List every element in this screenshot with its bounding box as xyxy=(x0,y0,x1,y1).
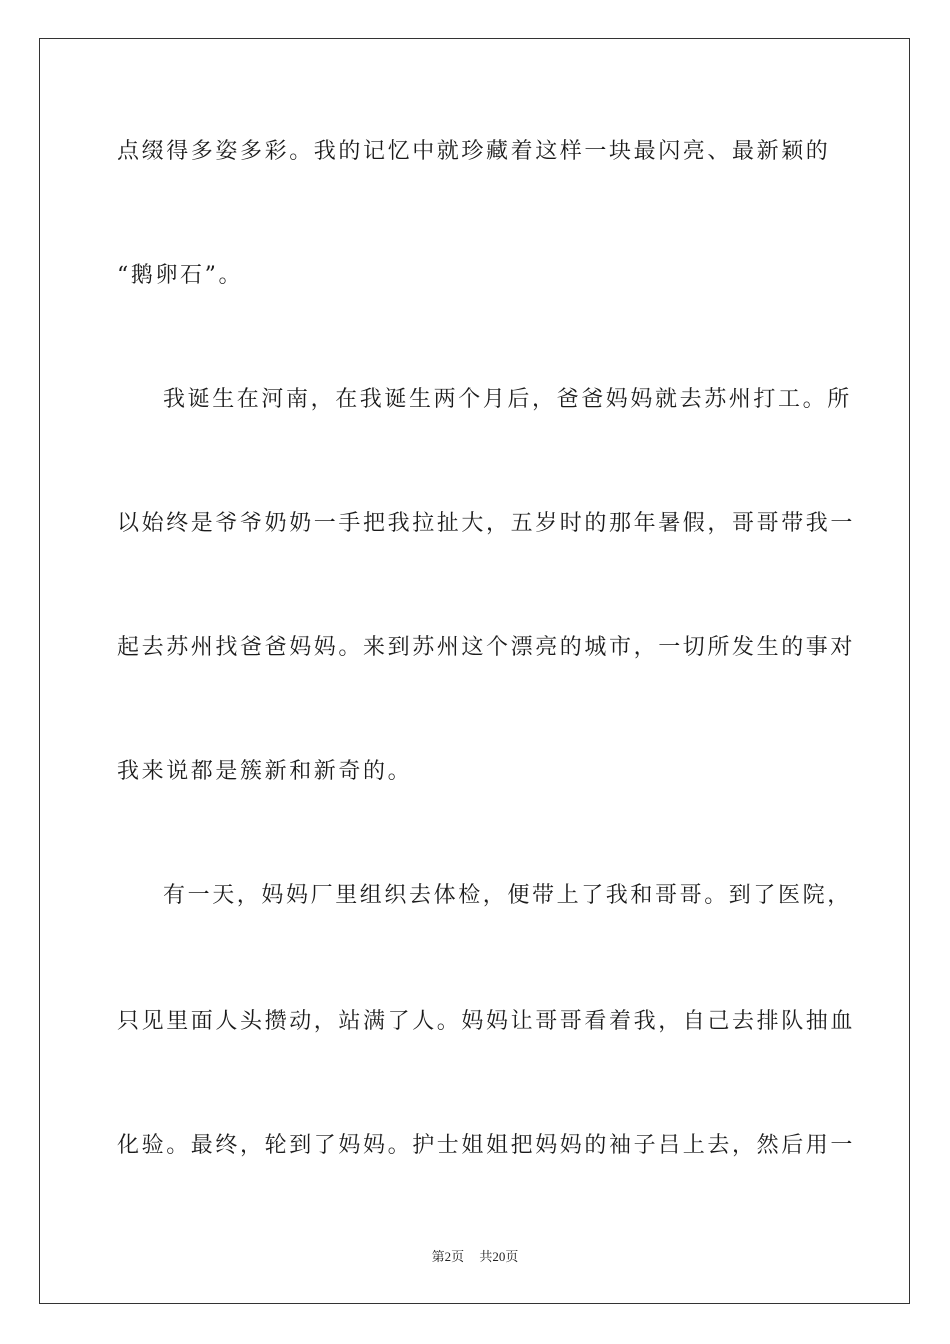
page-border xyxy=(39,38,910,1304)
text-line-9: 化验。最终，轮到了妈妈。护士姐姐把妈妈的袖子吕上去，然后用一 xyxy=(117,1133,856,1158)
total-pages-label: 共20页 xyxy=(479,1249,519,1264)
text-line-7: 有一天，妈妈厂里组织去体检，便带上了我和哥哥。到了医院， xyxy=(163,883,852,908)
text-line-5: 起去苏州找爸爸妈妈。来到苏州这个漂亮的城市，一切所发生的事对 xyxy=(117,635,856,660)
text-line-4: 以始终是爷爷奶奶一手把我拉扯大，五岁时的那年暑假，哥哥带我一 xyxy=(117,511,856,536)
text-line-2: “鹅卵石”。 xyxy=(117,263,244,288)
text-line-1: 点缀得多姿多彩。我的记忆中就珍藏着这样一块最闪亮、最新颖的 xyxy=(117,139,831,164)
text-line-8: 只见里面人头攒动，站满了人。妈妈让哥哥看着我，自己去排队抽血 xyxy=(117,1009,856,1034)
page-footer xyxy=(0,1248,950,1266)
text-line-6: 我来说都是簇新和新奇的。 xyxy=(117,759,413,784)
text-line-3: 我诞生在河南，在我诞生两个月后，爸爸妈妈就去苏州打工。所 xyxy=(163,387,852,412)
current-page-label: 第2页 xyxy=(431,1249,465,1264)
